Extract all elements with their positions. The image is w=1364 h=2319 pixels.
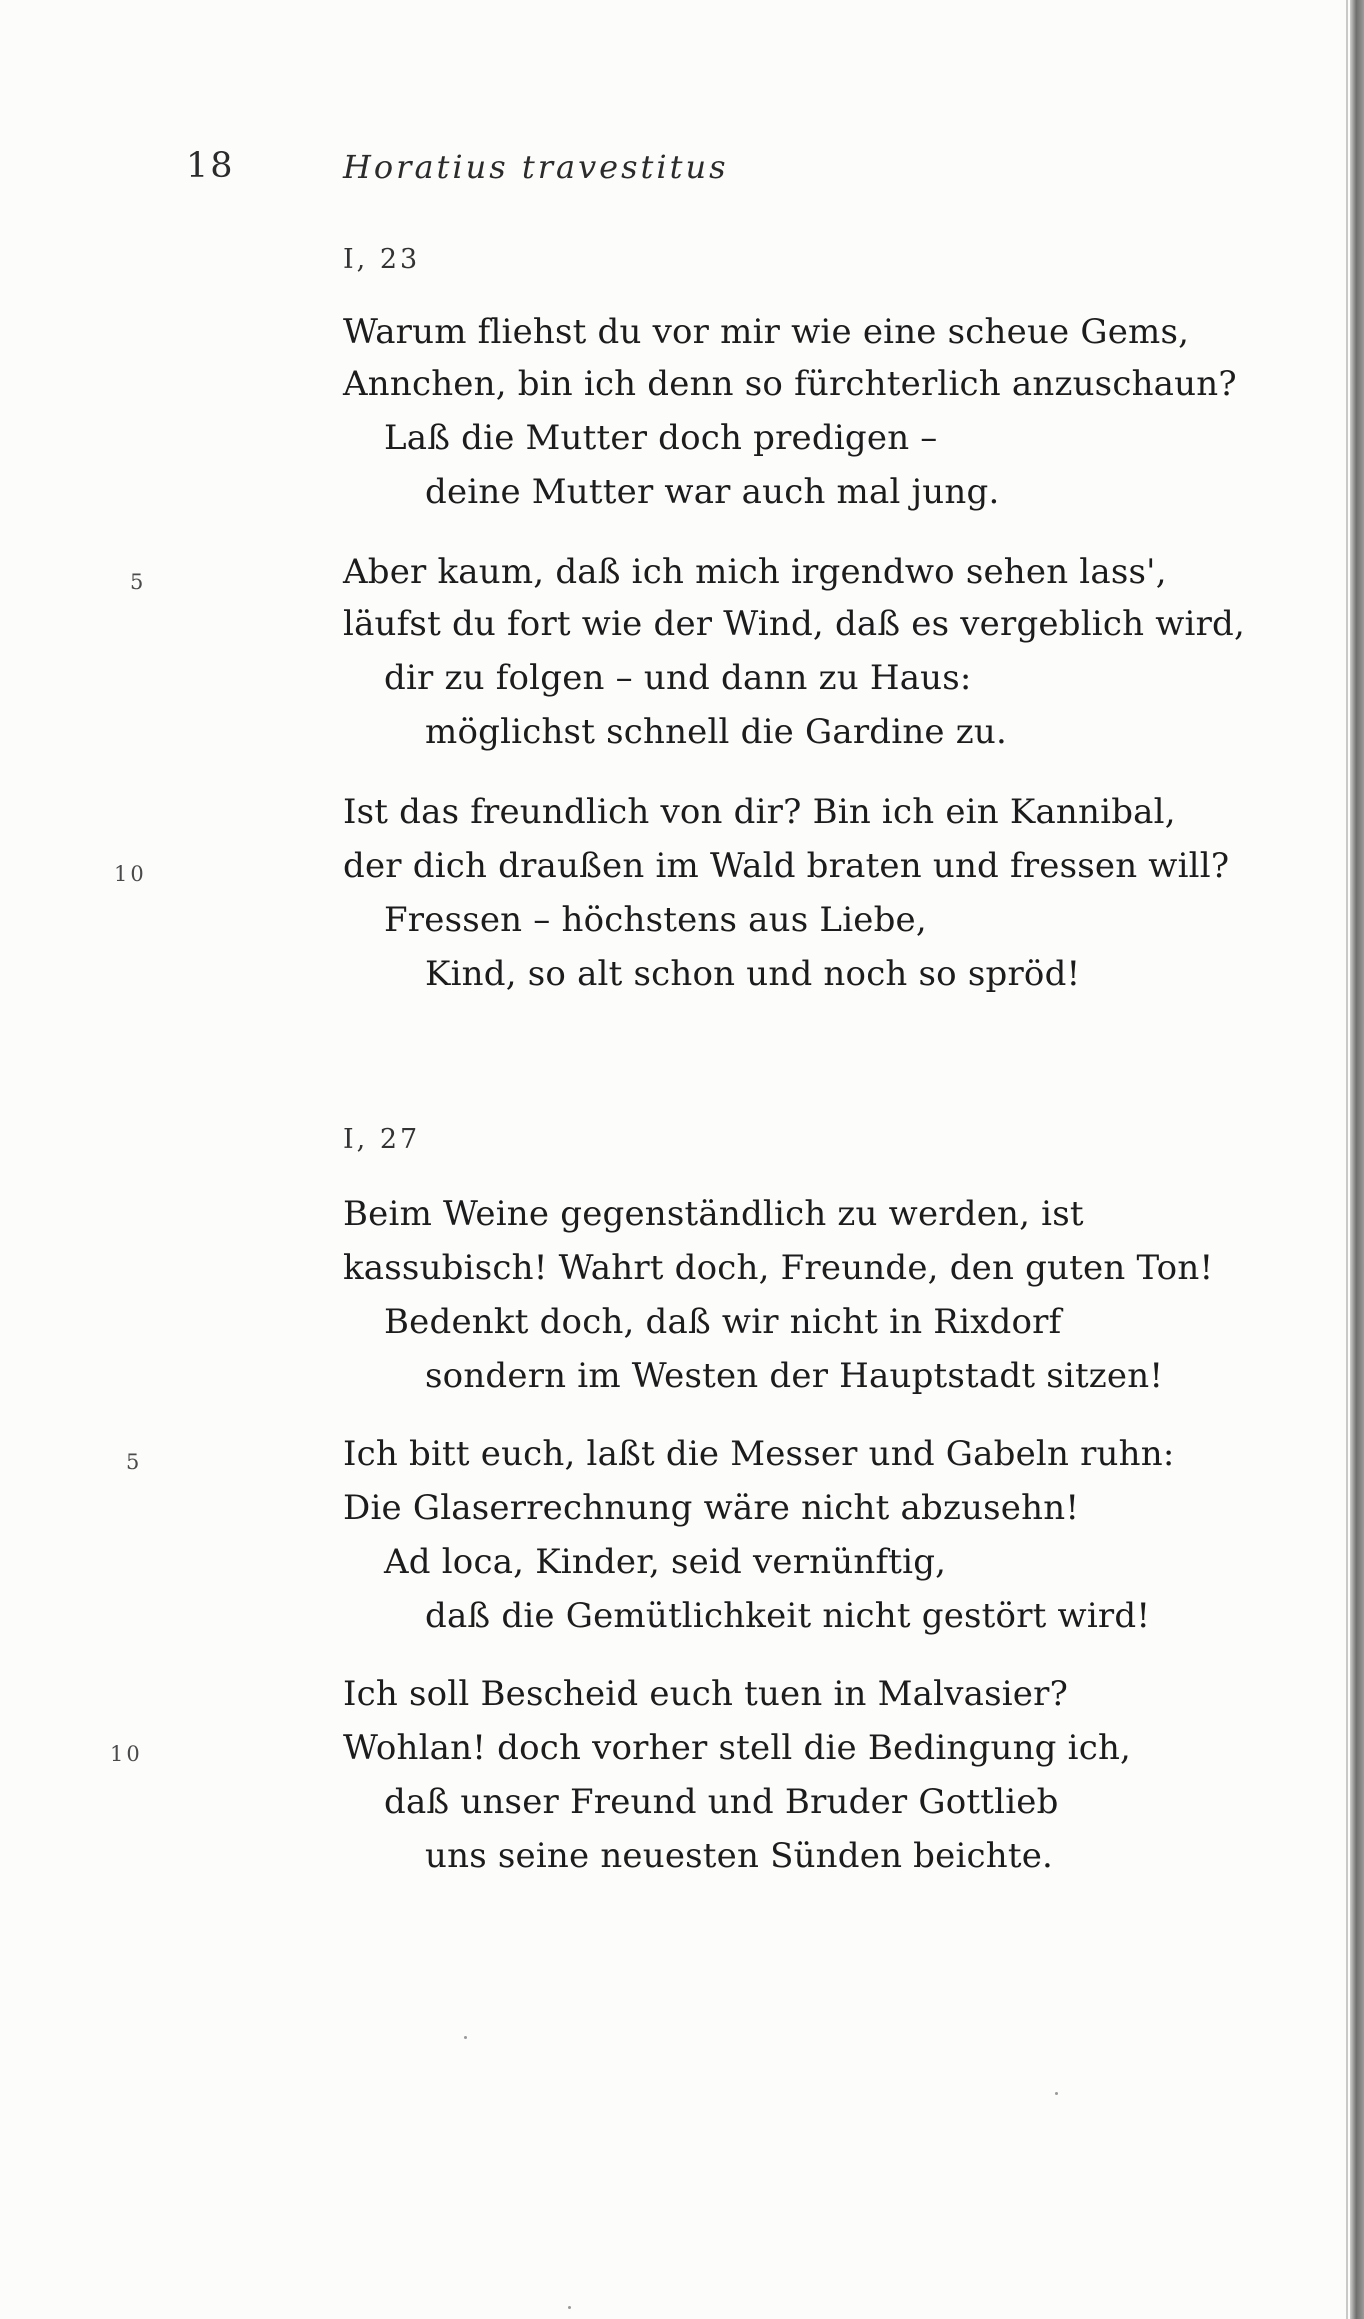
running-title: Horatius travestitus	[343, 148, 729, 186]
verse-line: dir zu folgen – und dann zu Haus:	[384, 658, 972, 698]
line-number: 10	[114, 862, 147, 886]
verse-line: Aber kaum, daß ich mich irgendwo sehen lass',	[343, 552, 1167, 592]
verse-line: Ist das freundlich von dir? Bin ich ein Kannibal,	[343, 792, 1176, 832]
verse-line: läufst du fort wie der Wind, daß es vergeblich wird,	[343, 604, 1246, 644]
verse-line: daß unser Freund und Bruder Gottlieb	[384, 1782, 1059, 1822]
verse-line: Die Glaserrechnung wäre nicht abzusehn!	[343, 1488, 1080, 1528]
verse-line: Fressen – höchstens aus Liebe,	[384, 900, 927, 940]
verse-line: uns seine neuesten Sünden beichte.	[425, 1836, 1054, 1876]
line-number: 5	[126, 1450, 143, 1474]
verse-line: Annchen, bin ich denn so fürchterlich anzuschaun?	[343, 364, 1237, 404]
verse-line: Bedenkt doch, daß wir nicht in Rixdorf	[384, 1302, 1062, 1342]
verse-line: sondern im Westen der Hauptstadt sitzen!	[425, 1356, 1164, 1396]
verse-line: deine Mutter war auch mal jung.	[425, 472, 1000, 512]
poem-label: I, 27	[343, 1124, 421, 1155]
scan-speck	[568, 2306, 571, 2309]
line-number: 5	[130, 570, 147, 594]
verse-line: Beim Weine gegenständlich zu werden, ist	[343, 1194, 1084, 1234]
verse-line: Ich bitt euch, laßt die Messer und Gabeln ruhn:	[343, 1434, 1175, 1474]
page-edge-line	[1346, 0, 1348, 2319]
verse-line: möglichst schnell die Gardine zu.	[425, 712, 1007, 752]
verse-line: kassubisch! Wahrt doch, Freunde, den guten Ton!	[343, 1248, 1214, 1288]
binding-shadow	[1350, 0, 1364, 2319]
scan-speck	[1055, 2092, 1058, 2095]
verse-line: Kind, so alt schon und noch so spröd!	[425, 954, 1081, 994]
page-number: 18	[186, 146, 235, 186]
scan-speck	[464, 2036, 467, 2039]
poem-label: I, 23	[343, 244, 421, 275]
verse-line: Warum fliehst du vor mir wie eine scheue Gems,	[343, 312, 1190, 352]
line-number: 10	[110, 1742, 143, 1766]
verse-line: Ad loca, Kinder, seid vernünftig,	[384, 1542, 947, 1582]
verse-line: Ich soll Bescheid euch tuen in Malvasier?	[343, 1674, 1069, 1714]
verse-line: Laß die Mutter doch predigen –	[384, 418, 938, 458]
verse-line: der dich draußen im Wald braten und fressen will?	[343, 846, 1230, 886]
verse-line: daß die Gemütlichkeit nicht gestört wird!	[425, 1596, 1151, 1636]
verse-line: Wohlan! doch vorher stell die Bedingung ich,	[343, 1728, 1132, 1768]
